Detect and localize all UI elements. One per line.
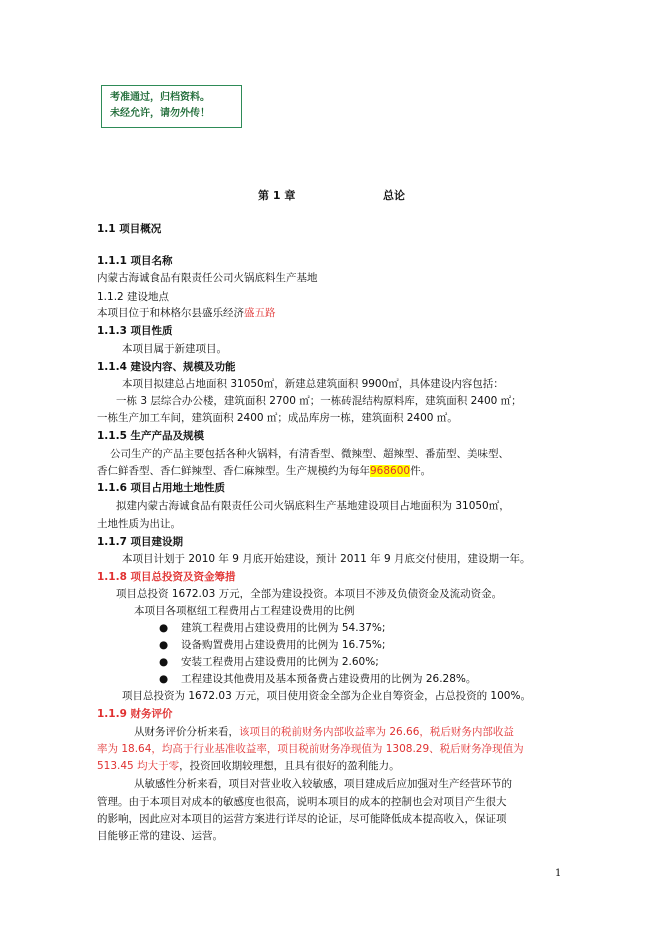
bullet-icon: ● xyxy=(159,673,169,685)
construction-line-3: 一栋生产加工车间，建筑面积 2400 ㎡；成品库房一栋，建筑面积 2400 ㎡。 xyxy=(97,412,458,424)
section-1-1-1-heading: 1.1.1 项目名称 xyxy=(97,255,173,267)
list-item xyxy=(159,655,379,669)
construction-period: 本项目计划于 2010 年 9 月底开始建设，预计 2011 年 9 月底交付使用，建设期一年。 xyxy=(122,553,531,565)
location-text: 本项目位于和林格尔县盛乐经济 xyxy=(97,307,244,319)
section-1-1-3-heading: 1.1.3 项目性质 xyxy=(97,325,173,337)
list-item-text: 工程建设其他费用及基本预备费占建设费用的比例为 26.28%。 xyxy=(181,673,477,685)
list-item xyxy=(159,672,476,686)
list-item-text: 设备购置费用占建设费用的比例为 16.75%; xyxy=(181,639,386,651)
section-1-1-5-heading: 1.1.5 生产产品及规模 xyxy=(97,430,205,442)
products-text: 香仁鲜香型、香仁鲜辣型、香仁麻辣型。生产规模约为每年 xyxy=(97,465,370,477)
bullet-icon: ● xyxy=(159,656,169,668)
investment-line-2: 本项目各项枢纽工程费用占工程建设费用的比例 xyxy=(134,605,355,617)
land-line-1: 拟建内蒙古海诚食品有限责任公司火锅底料生产基地建设项目占地面积为 31050㎡， xyxy=(116,500,510,512)
project-name: 内蒙古海诚食品有限责任公司火锅底料生产基地 xyxy=(97,272,318,284)
sensitivity-line-4: 目能够正常的建设、运营。 xyxy=(97,830,223,842)
page-number: 1 xyxy=(555,868,562,879)
stamp-line-2: 未经允许，请勿外传！ xyxy=(110,108,210,119)
list-item-text: 建筑工程费用占建设费用的比例为 54.37%; xyxy=(181,622,386,634)
products-line-1: 公司生产的产品主要包括各种火锅料，有清香型、微辣型、超辣型、番茄型、美味型、 xyxy=(110,448,509,460)
finance-npv: 513.45 均大于零 xyxy=(97,760,180,772)
section-1-1-7-heading: 1.1.7 项目建设期 xyxy=(97,536,184,548)
bullet-icon: ● xyxy=(159,622,169,634)
chapter-title: 总论 xyxy=(383,189,405,202)
location-road: 盛五路 xyxy=(244,307,276,319)
list-item xyxy=(159,621,385,635)
investment-line-3: 项目总投资为 1672.03 万元，项目使用资金全部为企业自筹资金，占总投资的 100%。 xyxy=(122,690,531,702)
finance-line-3 xyxy=(97,759,400,773)
bullet-icon: ● xyxy=(159,639,169,651)
finance-intro: 从财务评价分析来看， xyxy=(134,726,239,738)
confidential-stamp xyxy=(101,85,242,128)
section-1-1-heading: 1.1 项目概况 xyxy=(97,223,162,235)
project-nature: 本项目属于新建项目。 xyxy=(122,343,227,355)
list-item-text: 安装工程费用占建设费用的比例为 2.60%; xyxy=(181,656,379,668)
investment-line-1: 项目总投资 1672.03 万元，全部为建设投资。本项目不涉及负债资金及流动资金。 xyxy=(116,588,503,600)
land-line-2: 土地性质为出让。 xyxy=(97,518,181,530)
annual-output-value: 968600 xyxy=(370,465,411,477)
products-unit: 件。 xyxy=(410,465,432,477)
finance-line-1 xyxy=(134,725,514,739)
section-1-1-9-heading: 1.1.9 财务评价 xyxy=(97,708,173,720)
finance-irr: 该项目的税前财务内部收益率为 26.66，税后财务内部收益 xyxy=(239,726,514,738)
finance-conclusion: ，投资回收期较理想，且具有很好的盈利能力。 xyxy=(179,760,400,772)
finance-line-2: 率为 18.64，均高于行业基准收益率，项目税前财务净现值为 1308.29、税后财务净现值为 xyxy=(97,743,524,755)
section-1-1-2-heading: 1.1.2 建设地点 xyxy=(97,291,170,303)
sensitivity-line-2: 管理。由于本项目对成本的敏感度也很高，说明本项目的成本的控制也会对项目产生很大 xyxy=(97,796,507,808)
chapter-number: 第 1 章 xyxy=(258,189,296,202)
products-line-2 xyxy=(97,464,431,478)
section-1-1-8-heading: 1.1.8 项目总投资及资金筹措 xyxy=(97,571,236,583)
list-item xyxy=(159,638,385,652)
sensitivity-line-3: 的影响，因此应对本项目的运营方案进行详尽的论证，尽可能降低成本提高收入，保证项 xyxy=(97,813,507,825)
construction-line-1: 本项目拟建总占地面积 31050㎡，新建总建筑面积 9900㎡，具体建设内容包括： xyxy=(122,378,504,390)
construction-line-2: 一栋 3 层综合办公楼，建筑面积 2700 ㎡；一栋砖混结构原料库，建筑面积 2400 ㎡； xyxy=(116,395,522,407)
section-1-1-6-heading: 1.1.6 项目占用地土地性质 xyxy=(97,482,226,494)
project-location xyxy=(97,306,276,320)
stamp-line-1: 考准通过，归档资料。 xyxy=(110,92,210,103)
sensitivity-line-1: 从敏感性分析来看，项目对营业收入较敏感，项目建成后应加强对生产经营环节的 xyxy=(134,778,512,790)
section-1-1-4-heading: 1.1.4 建设内容、规模及功能 xyxy=(97,361,236,373)
